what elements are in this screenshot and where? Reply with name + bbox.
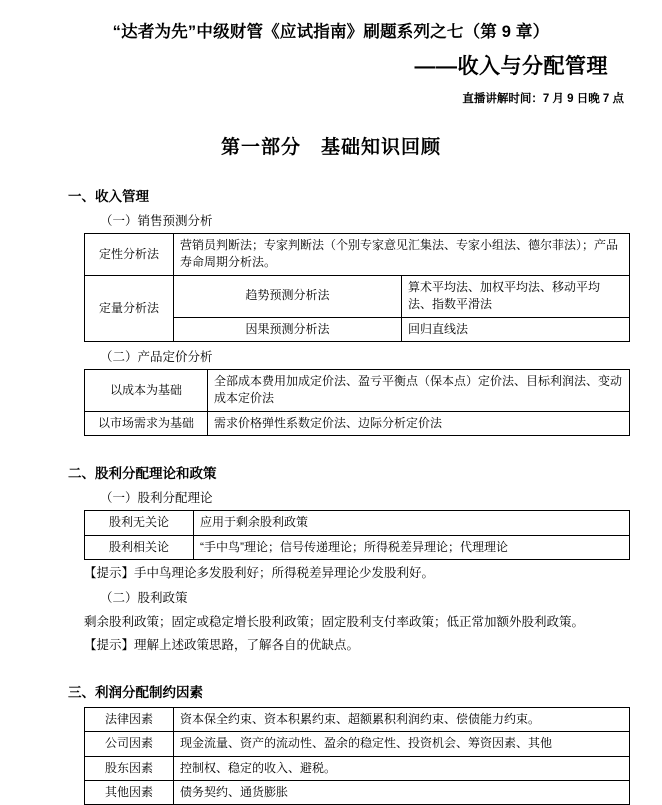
subheading-dividend-theory: （一）股利分配理论 (100, 491, 213, 506)
cell-trend-forecast: 趋势预测分析法 (174, 275, 402, 317)
section-heading-dividend: 二、股利分配理论和政策 (68, 466, 217, 482)
subheading-pricing: （二）产品定价分析 (100, 349, 213, 364)
cell-irrelevance-desc: 应用于剩余股利政策 (194, 511, 630, 535)
cell-legal-factor-desc: 资本保全约束、资本积累约束、超额累积利润约束、偿债能力约束。 (174, 707, 630, 731)
table-pricing (84, 369, 630, 436)
table-row (85, 511, 630, 535)
subheading-sales-forecast: （一）销售预测分析 (100, 214, 213, 228)
cell-shareholder-factor: 股东因素 (85, 756, 174, 780)
table-row (85, 275, 630, 317)
broadcast-time: 直播讲解时间：7 月 9 日晚 7 点 (462, 93, 624, 105)
cell-relevance: 股利相关论 (85, 535, 194, 559)
part-title: 第一部分 基础知识回顾 (220, 137, 441, 158)
table-row (85, 781, 630, 805)
table-row (85, 756, 630, 780)
cell-legal-factor: 法律因素 (85, 707, 174, 731)
cell-cost-based: 以成本为基础 (85, 369, 208, 411)
section-heading-revenue: 一、收入管理 (68, 189, 149, 204)
cell-qualitative-desc: 营销员判断法；专家判断法（个别专家意见汇集法、专家小组法、德尔菲法）；产品寿命周期分析法。 (174, 234, 630, 276)
cell-other-factor-desc: 债务契约、通货膨胀 (174, 781, 630, 805)
cell-demand-based: 以市场需求为基础 (85, 411, 208, 435)
cell-cost-based-desc: 全部成本费用加成定价法、盈亏平衡点（保本点）定价法、目标利润法、变动成本定价法 (208, 369, 630, 411)
tip-dividend-policy: 【提示】理解上述政策思路，了解各自的优缺点。 (84, 637, 360, 652)
document-subtitle: ——收入与分配管理 (414, 55, 608, 78)
table-dividend-theory (84, 510, 630, 560)
cell-shareholder-factor-desc: 控制权、稳定的收入、避税。 (174, 756, 630, 780)
cell-method-qualitative: 定性分析法 (85, 234, 174, 276)
document-title: “达者为先”中级财管《应试指南》刷题系列之七（第 9 章） (112, 23, 550, 41)
table-row (85, 707, 630, 731)
cell-other-factor: 其他因素 (85, 781, 174, 805)
cell-relevance-desc: “手中鸟”理论；信号传递理论；所得税差异理论；代理理论 (194, 535, 630, 559)
table-row (85, 369, 630, 411)
paragraph-dividend-policy: 剩余股利政策；固定或稳定增长股利政策；固定股利支付率政策；低正常加额外股利政策。 (84, 614, 585, 629)
table-row (85, 732, 630, 756)
table-row (85, 535, 630, 559)
table-row (85, 234, 630, 276)
cell-company-factor-desc: 现金流量、资产的流动性、盈余的稳定性、投资机会、筹资因素、其他 (174, 732, 630, 756)
cell-irrelevance: 股利无关论 (85, 511, 194, 535)
cell-method-quantitative: 定量分析法 (85, 275, 174, 341)
subheading-dividend-policy: （二）股利政策 (100, 590, 188, 605)
table-profit-factors (84, 707, 630, 805)
cell-trend-desc: 算术平均法、加权平均法、移动平均法、指数平滑法 (402, 275, 630, 317)
cell-company-factor: 公司因素 (85, 732, 174, 756)
cell-causal-forecast: 因果预测分析法 (174, 317, 402, 341)
section-heading-profit-factors: 三、利润分配制约因素 (68, 684, 203, 700)
cell-demand-based-desc: 需求价格弹性系数定价法、边际分析定价法 (208, 411, 630, 435)
table-sales-forecast (84, 233, 630, 342)
cell-causal-desc: 回归直线法 (402, 317, 630, 341)
table-row (85, 411, 630, 435)
tip-dividend-theory: 【提示】手中鸟理论多发股利好；所得税差异理论少发股利好。 (84, 565, 435, 580)
